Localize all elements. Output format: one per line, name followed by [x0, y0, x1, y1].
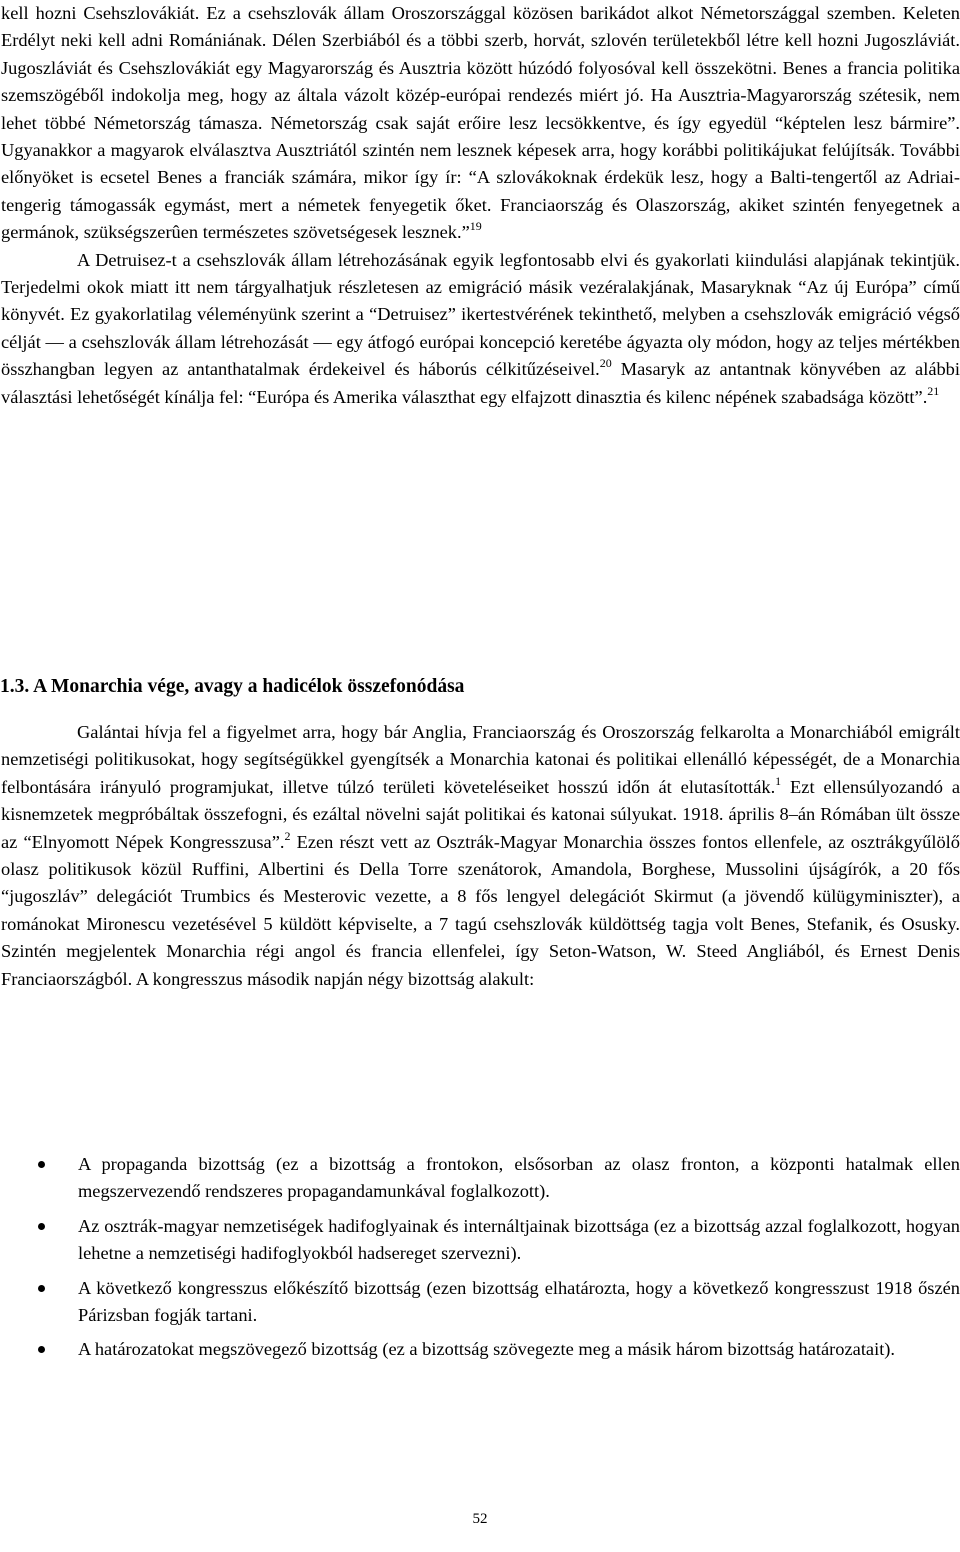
- bullet-icon: [38, 1285, 45, 1292]
- page-number: 52: [472, 1511, 488, 1527]
- section-heading: [0, 672, 464, 702]
- paragraph-text: Ezen részt vett az Osztrák-Magyar Monarchia összes fontos ellenfele, az osztrákgyűlölő olasz politikusok közül Ruffini, Albertini és Della Torre szenátorok, Amandola, Borghese, Mussolini újságírók, a 20 fős “jugoszláv” delegációt Trumbics és Mesterovic vezette, a 8 fős lengyel delegációt Skirmut (a jövendő külügyminiszter), a románokat Mironescu vezetésével 5 küldött képviselte, a 7 tagú csehszlovák küldöttség tagja volt Benes, Stefanik, és Osusky. Szintén megjelentek Monarchia régi angol és francia ellenfelei, így Seton-Watson, W. Steed Angliából, és Ernest Denis Franciaországból. A kongresszus második napján négy bizottság alakult:: [1, 831, 960, 989]
- list-item-text: A határozatokat megszövegező bizottság (ez a bizottság szövegezte meg a másik három bizottság határozatait).: [78, 1339, 896, 1360]
- paragraph-text: Masaryk az antantnak könyvében az alábbi választási lehetőségét kínálja fel: “Európa és Amerika választhat egy elfajzott dinasztia és kilenc népének szabadsága között”.: [1, 359, 960, 407]
- paragraph-detruisez: [1, 247, 960, 411]
- footnote-ref-19[interactable]: 19: [469, 219, 482, 234]
- list-item: [0, 1151, 960, 1206]
- footnote-ref-21[interactable]: 21: [927, 383, 940, 398]
- footnote-ref-2[interactable]: 2: [284, 828, 291, 843]
- top-text-block: [1, 0, 960, 411]
- list-item: [0, 1275, 960, 1330]
- committee-list: [0, 1151, 960, 1371]
- paragraph-text: Galántai hívja fel a figyelmet arra, hogy bár Anglia, Franciaország és Oroszország felkarolta a Monarchiából emigrált nemzetiségi politikusokat, hogy segítségükkel gyengítsék a Monarchia katonai és politikai ellenálló képességét, de a Monarchia felbontására irányuló programjukat, illetve túlzó területi követeléseiket hosszú időn át elutasították.: [1, 722, 960, 797]
- list-item: [0, 1213, 960, 1268]
- bullet-icon: [38, 1161, 45, 1168]
- bullet-icon: [38, 1346, 45, 1353]
- paragraph-text: Ezt ellensúlyozandó a kisnemzetek megpróbáltak összefogni, és ezáltal növelni saját politikai és katonai súlyukat. 1918. április 8–án Rómában ült össze az “Elnyomott Népek Kongresszusa”.: [1, 776, 960, 852]
- list-item-text: A következő kongresszus előkészítő bizottság (ezen bizottság elhatározta, hogy a következő kongresszust 1918 őszén Párizsban fogják tartani.: [78, 1277, 960, 1326]
- bullet-icon: [38, 1223, 45, 1230]
- section-number: 1.3.: [0, 676, 30, 697]
- paragraph-text: A Detruisez-t a csehszlovák állam létrehozásának egyik legfontosabb elvi és gyakorlati kiindulási alapjának tekintjük. Terjedelmi okok miatt itt nem tárgyalhatjuk részletesen az emigráció másik vezéralakjának, Masaryknak “Az új Európa” című könyvét. Ez gyakorlatilag véleményünk szerint a “Detruisez” ikertestvérének tekinthető, melyben a csehszlovák emigráció végső célját — a csehszlovák állam létrehozását — egy átfogó európai koncepció keretébe ágyazta oly módon, hogy az teljes mértékben összhangban legyen az antanthatalmak érdekeivel és háborús célkitűzéseivel.: [1, 249, 960, 380]
- list-item-text: A propaganda bizottság (ez a bizottság a frontokon, elsősorban az olasz fronton, a központi hatalmak ellen megszervezendő rendszeres propagandamunkával foglalkozott).: [78, 1154, 960, 1202]
- footnote-ref-20[interactable]: 20: [599, 356, 612, 371]
- list-item-text: Az osztrák-magyar nemzetiségek hadifoglyainak és internáltjainak bizottsága (ez a bizottság azzal foglalkozott, hogyan lehetne a nemzetiségi hadifoglyokból hadsereget szervezni).: [78, 1215, 960, 1264]
- section-title: A Monarchia vége, avagy a hadicélok összefonódása: [33, 676, 465, 697]
- paragraph-continuation: [1, 0, 960, 247]
- footnote-ref-1[interactable]: 1: [775, 773, 782, 788]
- paragraph-text: kell hozni Csehszlovákiát. Ez a csehszlovák állam Oroszországgal közösen barikádot alkot Németországgal szemben. Keleten Erdélyt neki kell adni Romániának. Délen Szerbiából és a többi szerb, horvát, szlovén területekből létre kell hozni Jugoszláviát. Jugoszláviát és Csehszlovákiát egy Magyarország és Ausztria között húzódó folyosóval kell összekötni. Benes a francia politika szemszögéből indokolja meg, hogy az általa vázolt közép-európai rendezés miért jó. Ha Ausztria-Magyarország szétesik, nem lehet többé Németország támasza. Németország csak saját erőire lesz lecsökkentve, és így egyedül “képtelen lesz bármire”. Ugyanakkor a magyarok elválasztva Ausztriától szintén nem lesznek képesek arra, hogy korábbi politikájukat felújítsák. További előnyöket is ecsetel Benes a franciák számára, mikor így ír: “A szlovákoknak érdekük lesz, hogy a Balti-tengertől az Adriai-tengerig támogassák egymást, mert a németek fenyegetik őket. Franciaország és Olaszország, akiket szintén fenyegetnek a germánok, szükségszerûen természetes szövetségesek lesznek.”: [1, 3, 960, 243]
- list-item: [0, 1336, 960, 1363]
- section-paragraph: [1, 719, 960, 993]
